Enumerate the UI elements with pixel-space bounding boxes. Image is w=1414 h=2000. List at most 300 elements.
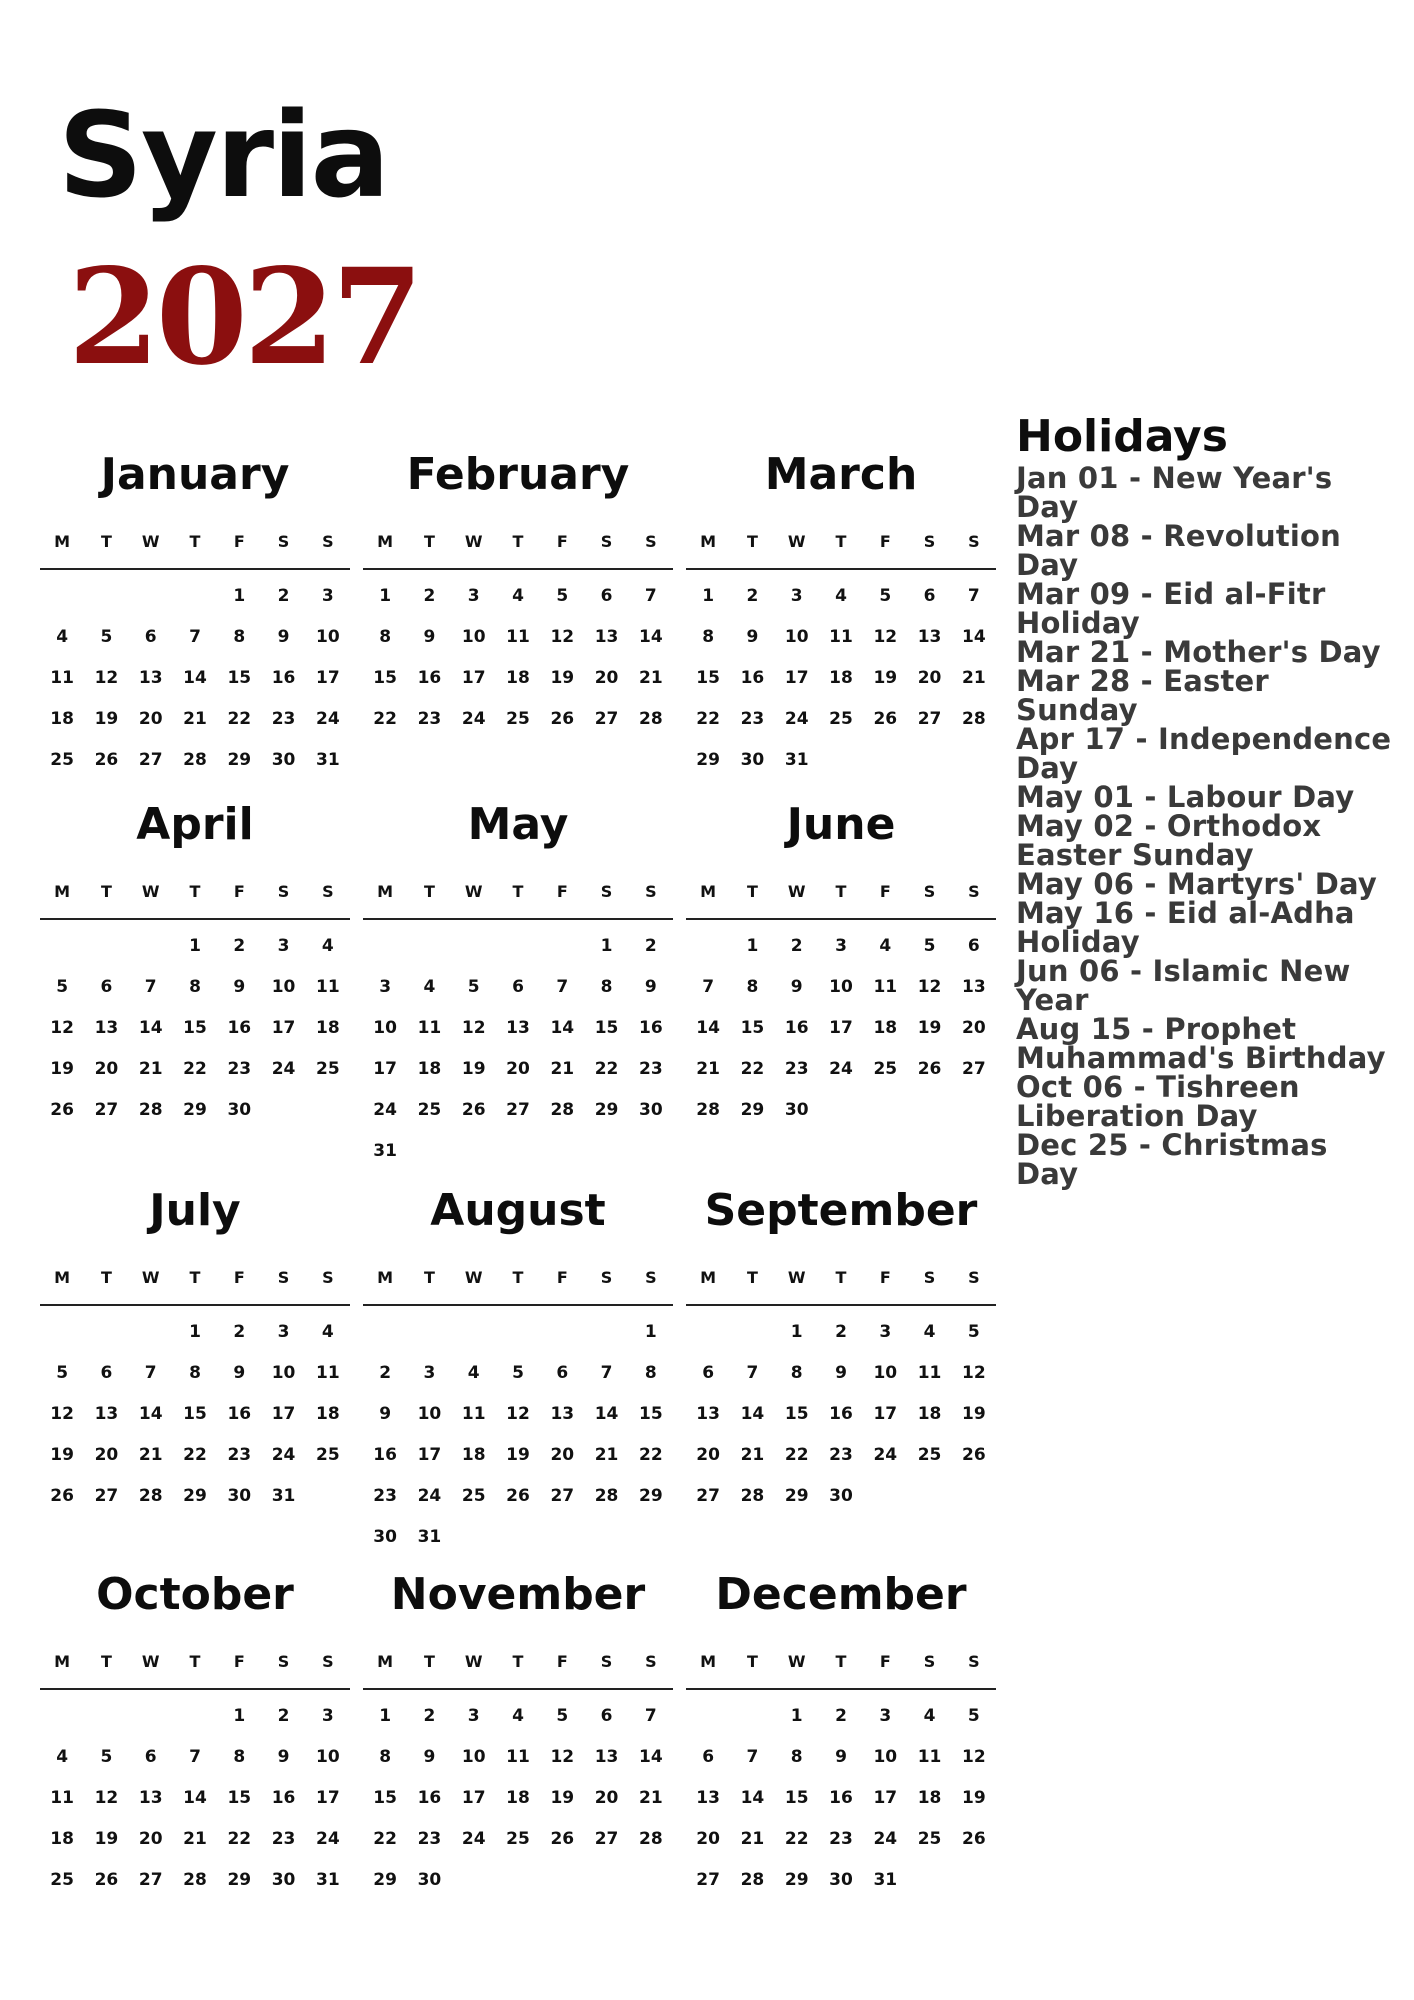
day-cell: 9 [835, 1747, 847, 1767]
weekday-label: T [746, 532, 758, 551]
day-cell: 8 [233, 1747, 246, 1767]
weekday-label: F [233, 1652, 245, 1671]
day-cell: 11 [917, 1363, 942, 1383]
day-cell: 4 [321, 1322, 334, 1342]
weekday-label: M [700, 1268, 717, 1287]
day-cell: 16 [417, 1788, 442, 1808]
day-cell: 23 [829, 1445, 853, 1465]
weekday-header [686, 1636, 996, 1690]
weekday-label: F [233, 532, 245, 551]
day-cell: 10 [316, 627, 340, 647]
day-cell: 26 [50, 1486, 74, 1506]
weekday-header [363, 1636, 673, 1690]
day-cell: 7 [644, 586, 657, 606]
weekday-label: F [879, 882, 891, 901]
day-cell: 26 [962, 1829, 986, 1849]
day-cell: 10 [271, 977, 296, 997]
weekday-label: T [189, 532, 201, 551]
day-cell: 14 [740, 1404, 765, 1424]
day-cell: 1 [790, 1322, 803, 1342]
day-cell: 15 [373, 1788, 397, 1808]
day-cell: 7 [189, 1747, 201, 1767]
day-cell: 5 [56, 977, 69, 997]
empty-cell [452, 926, 496, 967]
day-cell: 27 [696, 1870, 720, 1890]
day-cell: 28 [138, 1100, 163, 1120]
weekday-label: T [512, 532, 524, 551]
day-cell: 14 [138, 1018, 163, 1038]
day-cell: 27 [594, 1829, 619, 1849]
month-march [686, 440, 996, 781]
day-cell: 10 [829, 977, 853, 997]
empty-cell [40, 1696, 84, 1737]
day-grid [363, 926, 673, 1172]
holiday-item: Mar 21 - Mother's Day [1016, 635, 1381, 669]
day-cell: 23 [271, 709, 296, 729]
day-cell: 4 [56, 1747, 69, 1767]
day-cell: 10 [873, 1747, 898, 1767]
weekday-label: T [100, 1268, 112, 1287]
weekday-label: W [464, 532, 483, 551]
weekday-label: M [54, 1268, 71, 1287]
day-cell: 6 [100, 977, 113, 997]
holiday-item: May 01 - Labour Day [1016, 780, 1355, 814]
day-cell: 22 [784, 1829, 809, 1849]
weekday-header [40, 516, 350, 570]
weekday-label: W [787, 1268, 806, 1287]
day-cell: 15 [594, 1018, 619, 1038]
day-cell: 14 [138, 1404, 163, 1424]
day-cell: 25 [506, 709, 530, 729]
day-cell: 13 [506, 1018, 530, 1038]
month-title: November [390, 1569, 646, 1620]
day-cell: 23 [227, 1059, 252, 1079]
day-cell: 26 [94, 750, 119, 770]
day-cell: 23 [373, 1486, 397, 1506]
day-cell: 8 [379, 1747, 392, 1767]
day-cell: 30 [417, 1870, 442, 1890]
empty-cell [496, 926, 540, 967]
empty-cell [84, 576, 128, 617]
weekday-label: S [923, 1268, 936, 1287]
weekday-label: M [377, 1652, 394, 1671]
day-cell: 25 [873, 1059, 898, 1079]
day-cell: 9 [644, 977, 657, 997]
weekday-header [363, 1252, 673, 1306]
month-title: February [406, 449, 630, 500]
day-cell: 19 [962, 1404, 986, 1424]
day-cell: 21 [639, 1788, 663, 1808]
empty-cell [129, 926, 173, 967]
weekday-label: S [968, 882, 980, 901]
empty-cell [40, 576, 84, 617]
weekday-label: S [277, 1652, 290, 1671]
weekday-label: T [746, 882, 758, 901]
month-february [363, 440, 673, 740]
day-cell: 16 [271, 1788, 296, 1808]
day-cell: 21 [740, 1445, 765, 1465]
day-cell: 28 [696, 1100, 720, 1120]
day-cell: 12 [50, 1018, 74, 1038]
day-cell: 29 [227, 750, 252, 770]
weekday-label: S [645, 532, 657, 551]
day-cell: 26 [506, 1486, 530, 1506]
day-cell: 2 [277, 586, 290, 606]
day-cell: 23 [740, 709, 765, 729]
weekday-label: S [322, 1268, 334, 1287]
weekday-label: T [100, 532, 112, 551]
day-cell: 13 [594, 627, 619, 647]
day-cell: 20 [696, 1445, 720, 1465]
day-cell: 30 [373, 1527, 397, 1547]
day-cell: 10 [417, 1404, 442, 1424]
weekday-label: F [556, 1652, 568, 1671]
empty-cell [584, 1312, 628, 1353]
day-cell: 2 [423, 1706, 436, 1726]
weekday-header [40, 866, 350, 920]
day-cell: 12 [506, 1404, 530, 1424]
day-cell: 11 [917, 1747, 942, 1767]
day-cell: 30 [227, 1100, 252, 1120]
empty-cell [40, 926, 84, 967]
day-cell: 13 [696, 1788, 720, 1808]
weekday-label: T [512, 1652, 524, 1671]
day-cell: 5 [556, 586, 569, 606]
day-cell: 17 [373, 1059, 397, 1079]
day-cell: 6 [600, 586, 613, 606]
day-cell: 19 [461, 1059, 486, 1079]
weekday-label: W [141, 532, 160, 551]
month-january [40, 440, 350, 781]
weekday-label: T [835, 1268, 847, 1287]
month-august [363, 1176, 673, 1558]
day-cell: 9 [835, 1363, 847, 1383]
day-cell: 16 [829, 1788, 853, 1808]
day-cell: 20 [594, 668, 619, 688]
weekday-label: S [322, 532, 334, 551]
day-cell: 5 [467, 977, 480, 997]
day-cell: 18 [461, 1445, 486, 1465]
day-cell: 10 [316, 1747, 340, 1767]
day-cell: 2 [835, 1322, 847, 1342]
day-cell: 19 [94, 709, 119, 729]
day-cell: 27 [94, 1100, 119, 1120]
day-cell: 15 [373, 668, 397, 688]
day-cell: 1 [790, 1706, 803, 1726]
day-cell: 12 [550, 1747, 575, 1767]
day-cell: 27 [594, 709, 619, 729]
weekday-label: W [464, 1268, 483, 1287]
weekday-label: S [923, 1652, 936, 1671]
day-cell: 30 [740, 750, 765, 770]
holiday-item: Apr 17 - Independence Day [1016, 722, 1392, 785]
empty-cell [363, 926, 407, 967]
holiday-list [1016, 461, 1396, 1191]
day-cell: 23 [271, 1829, 296, 1849]
day-cell: 6 [702, 1363, 715, 1383]
weekday-label: T [835, 532, 847, 551]
day-cell: 31 [873, 1870, 898, 1890]
day-cell: 20 [506, 1059, 530, 1079]
day-cell: 23 [417, 709, 442, 729]
weekday-label: F [556, 532, 568, 551]
day-cell: 29 [373, 1870, 397, 1890]
weekday-header [363, 866, 673, 920]
day-cell: 14 [594, 1404, 619, 1424]
month-may [363, 790, 673, 1172]
day-cell: 17 [784, 668, 809, 688]
day-cell: 2 [790, 936, 803, 956]
day-cell: 13 [94, 1404, 119, 1424]
day-cell: 25 [50, 1870, 74, 1890]
weekday-label: S [600, 532, 613, 551]
day-cell: 12 [50, 1404, 74, 1424]
weekday-label: T [423, 882, 435, 901]
day-cell: 27 [962, 1059, 986, 1079]
holiday-item: May 16 - Eid al-Adha Holiday [1016, 896, 1355, 959]
day-cell: 19 [917, 1018, 942, 1038]
day-cell: 3 [790, 586, 803, 606]
month-title: September [704, 1185, 978, 1236]
day-cell: 13 [917, 627, 942, 647]
day-cell: 11 [316, 1363, 340, 1383]
weekday-label: M [377, 882, 394, 901]
day-cell: 3 [467, 1706, 480, 1726]
day-cell: 1 [600, 936, 613, 956]
day-cell: 16 [227, 1018, 252, 1038]
weekday-label: S [968, 1268, 980, 1287]
weekday-label: W [787, 882, 806, 901]
day-cell: 4 [423, 977, 436, 997]
day-cell: 19 [962, 1788, 986, 1808]
weekday-label: F [233, 882, 245, 901]
holiday-item: Aug 15 - Prophet Muhammad's Birthday [1016, 1012, 1386, 1075]
day-cell: 16 [784, 1018, 809, 1038]
day-cell: 7 [746, 1747, 759, 1767]
day-cell: 11 [506, 627, 530, 647]
day-cell: 16 [639, 1018, 663, 1038]
weekday-label: S [645, 882, 657, 901]
day-cell: 19 [550, 668, 575, 688]
day-cell: 6 [144, 1747, 157, 1767]
day-cell: 13 [962, 977, 986, 997]
weekday-label: T [423, 532, 435, 551]
day-cell: 5 [56, 1363, 69, 1383]
day-cell: 13 [550, 1404, 575, 1424]
month-september [686, 1176, 996, 1517]
weekday-label: M [54, 532, 71, 551]
day-cell: 20 [138, 1829, 163, 1849]
day-cell: 31 [784, 750, 809, 770]
day-cell: 3 [467, 586, 480, 606]
day-cell: 20 [696, 1829, 720, 1849]
day-cell: 6 [512, 977, 524, 997]
day-cell: 8 [746, 977, 759, 997]
day-cell: 3 [321, 1706, 334, 1726]
day-cell: 1 [189, 1322, 201, 1342]
day-cell: 31 [271, 1486, 296, 1506]
day-cell: 31 [417, 1527, 442, 1547]
day-cell: 28 [639, 1829, 663, 1849]
day-cell: 20 [138, 709, 163, 729]
day-cell: 9 [233, 1363, 246, 1383]
holiday-item: May 02 - Orthodox Easter Sunday [1016, 809, 1322, 872]
day-cell: 2 [277, 1706, 290, 1726]
day-cell: 30 [271, 750, 296, 770]
day-cell: 15 [183, 1404, 207, 1424]
day-grid [686, 926, 996, 1131]
day-cell: 7 [967, 586, 980, 606]
day-cell: 3 [835, 936, 847, 956]
day-cell: 19 [94, 1829, 119, 1849]
weekday-label: S [645, 1652, 657, 1671]
weekday-label: S [322, 882, 334, 901]
day-cell: 27 [917, 709, 942, 729]
empty-cell [730, 1696, 774, 1737]
day-cell: 29 [696, 750, 720, 770]
day-cell: 5 [512, 1363, 524, 1383]
day-cell: 29 [784, 1486, 809, 1506]
day-cell: 9 [277, 627, 290, 647]
day-cell: 10 [373, 1018, 397, 1038]
month-july [40, 1176, 350, 1517]
empty-cell [84, 1696, 128, 1737]
day-cell: 27 [138, 750, 163, 770]
empty-cell [686, 1696, 730, 1737]
day-cell: 15 [784, 1788, 809, 1808]
day-cell: 24 [316, 1829, 340, 1849]
day-cell: 8 [644, 1363, 657, 1383]
day-cell: 21 [550, 1059, 575, 1079]
day-cell: 26 [94, 1870, 119, 1890]
day-cell: 22 [183, 1445, 207, 1465]
day-cell: 25 [917, 1445, 942, 1465]
day-cell: 12 [550, 627, 575, 647]
day-cell: 1 [379, 1706, 392, 1726]
day-cell: 5 [967, 1706, 980, 1726]
day-cell: 29 [784, 1870, 809, 1890]
day-cell: 14 [183, 1788, 207, 1808]
day-cell: 8 [379, 627, 392, 647]
day-cell: 1 [702, 586, 715, 606]
day-cell: 6 [600, 1706, 613, 1726]
day-cell: 4 [467, 1363, 480, 1383]
day-cell: 3 [423, 1363, 436, 1383]
day-cell: 22 [639, 1445, 663, 1465]
day-cell: 30 [271, 1870, 296, 1890]
day-cell: 6 [100, 1363, 113, 1383]
day-cell: 24 [271, 1059, 296, 1079]
weekday-label: T [835, 882, 847, 901]
weekday-header [686, 866, 996, 920]
day-cell: 2 [423, 586, 436, 606]
day-cell: 21 [740, 1829, 765, 1849]
month-title: June [786, 799, 896, 850]
day-cell: 20 [550, 1445, 575, 1465]
day-cell: 29 [227, 1870, 252, 1890]
day-cell: 18 [50, 709, 74, 729]
day-cell: 26 [461, 1100, 486, 1120]
weekday-label: W [141, 1652, 160, 1671]
day-cell: 28 [740, 1870, 765, 1890]
calendar-grid [40, 440, 1000, 1920]
day-cell: 29 [183, 1100, 207, 1120]
weekday-label: M [700, 882, 717, 901]
weekday-label: T [512, 882, 524, 901]
weekday-label: T [189, 1268, 201, 1287]
day-cell: 7 [600, 1363, 613, 1383]
weekday-label: S [600, 1652, 613, 1671]
day-cell: 19 [50, 1445, 74, 1465]
month-october [40, 1560, 350, 1901]
day-cell: 31 [316, 750, 340, 770]
day-cell: 12 [461, 1018, 486, 1038]
day-cell: 24 [873, 1445, 898, 1465]
day-cell: 28 [740, 1486, 765, 1506]
day-cell: 25 [316, 1059, 340, 1079]
weekday-label: S [645, 1268, 657, 1287]
month-title: January [100, 449, 290, 500]
holiday-item: Mar 09 - Eid al-Fitr Holiday [1016, 577, 1326, 640]
weekday-label: T [189, 1652, 201, 1671]
weekday-label: W [787, 532, 806, 551]
day-cell: 10 [461, 1747, 486, 1767]
weekday-label: T [746, 1652, 758, 1671]
day-cell: 5 [879, 586, 892, 606]
day-cell: 17 [873, 1404, 898, 1424]
day-cell: 9 [277, 1747, 290, 1767]
day-cell: 27 [506, 1100, 530, 1120]
day-cell: 30 [639, 1100, 663, 1120]
day-cell: 1 [189, 936, 201, 956]
day-cell: 14 [962, 627, 986, 647]
holiday-item: Mar 08 - Revolution Day [1016, 519, 1341, 582]
day-cell: 31 [373, 1141, 397, 1161]
day-cell: 21 [962, 668, 986, 688]
day-cell: 4 [923, 1706, 936, 1726]
day-cell: 24 [461, 709, 486, 729]
empty-cell [496, 1312, 540, 1353]
day-cell: 9 [790, 977, 803, 997]
weekday-label: S [277, 1268, 290, 1287]
day-cell: 6 [556, 1363, 569, 1383]
day-cell: 30 [227, 1486, 252, 1506]
day-cell: 1 [746, 936, 759, 956]
day-cell: 4 [512, 1706, 524, 1726]
weekday-header [686, 516, 996, 570]
day-cell: 22 [594, 1059, 619, 1079]
month-title: August [430, 1185, 606, 1236]
day-cell: 22 [784, 1445, 809, 1465]
day-cell: 16 [271, 668, 296, 688]
day-cell: 21 [183, 1829, 207, 1849]
holiday-item: May 06 - Martyrs' Day [1016, 867, 1378, 901]
empty-cell [84, 926, 128, 967]
empty-cell [129, 576, 173, 617]
day-cell: 11 [50, 668, 74, 688]
empty-cell [363, 1312, 407, 1353]
day-cell: 29 [183, 1486, 207, 1506]
day-cell: 13 [594, 1747, 619, 1767]
page-title: Syria [58, 86, 389, 224]
day-cell: 15 [227, 1788, 252, 1808]
empty-cell [407, 926, 451, 967]
day-cell: 11 [316, 977, 340, 997]
day-cell: 5 [100, 627, 113, 647]
day-cell: 25 [316, 1445, 340, 1465]
day-cell: 4 [879, 936, 892, 956]
day-cell: 22 [740, 1059, 765, 1079]
